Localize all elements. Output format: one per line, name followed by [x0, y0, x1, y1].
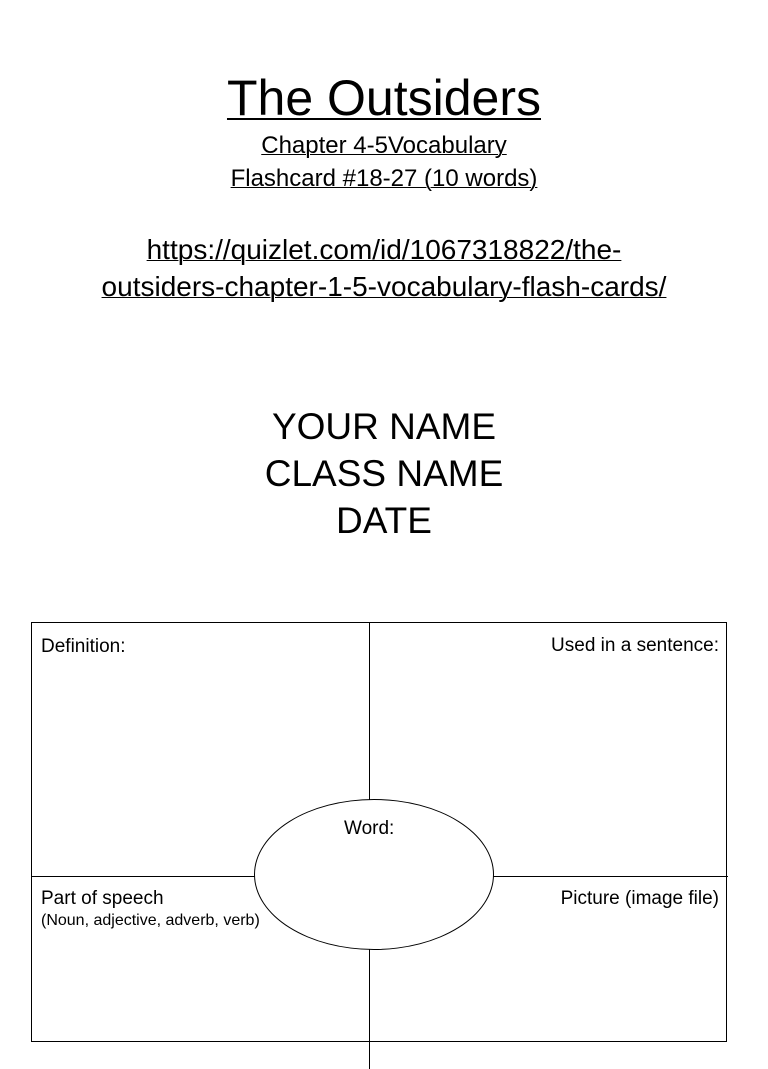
student-identity: [0, 403, 768, 544]
subtitle-chapter: Chapter 4-5Vocabulary: [261, 132, 507, 159]
quizlet-link-line2[interactable]: outsiders-chapter-1-5-vocabulary-flash-cards/: [101, 271, 667, 302]
your-name-text: YOUR NAME: [271, 406, 497, 447]
divider-horizontal-right: [493, 876, 728, 877]
divider-vertical-top: [369, 623, 370, 800]
subtitle: [0, 129, 768, 195]
part-of-speech-label: Part of speech: [41, 888, 164, 909]
used-in-sentence-label: Used in a sentence:: [551, 635, 719, 656]
picture-label: Picture (image file): [560, 888, 719, 909]
divider-vertical-bottom: [369, 949, 370, 1069]
class-name-text: CLASS NAME: [264, 453, 504, 494]
definition-label: Definition:: [41, 636, 126, 657]
date-text: DATE: [336, 500, 432, 541]
quizlet-link[interactable]: [0, 231, 768, 305]
document-title: The Outsiders: [226, 70, 541, 126]
divider-horizontal-left: [32, 876, 255, 877]
part-of-speech-hint: (Noun, adjective, adverb, verb): [41, 912, 260, 929]
quizlet-link-line1[interactable]: https://quizlet.com/id/1067318822/the-: [146, 234, 622, 265]
subtitle-flashcards: Flashcard #18-27 (10 words): [230, 165, 538, 192]
word-label: Word:: [344, 818, 395, 839]
vocabulary-frayer-card: [31, 622, 727, 1042]
